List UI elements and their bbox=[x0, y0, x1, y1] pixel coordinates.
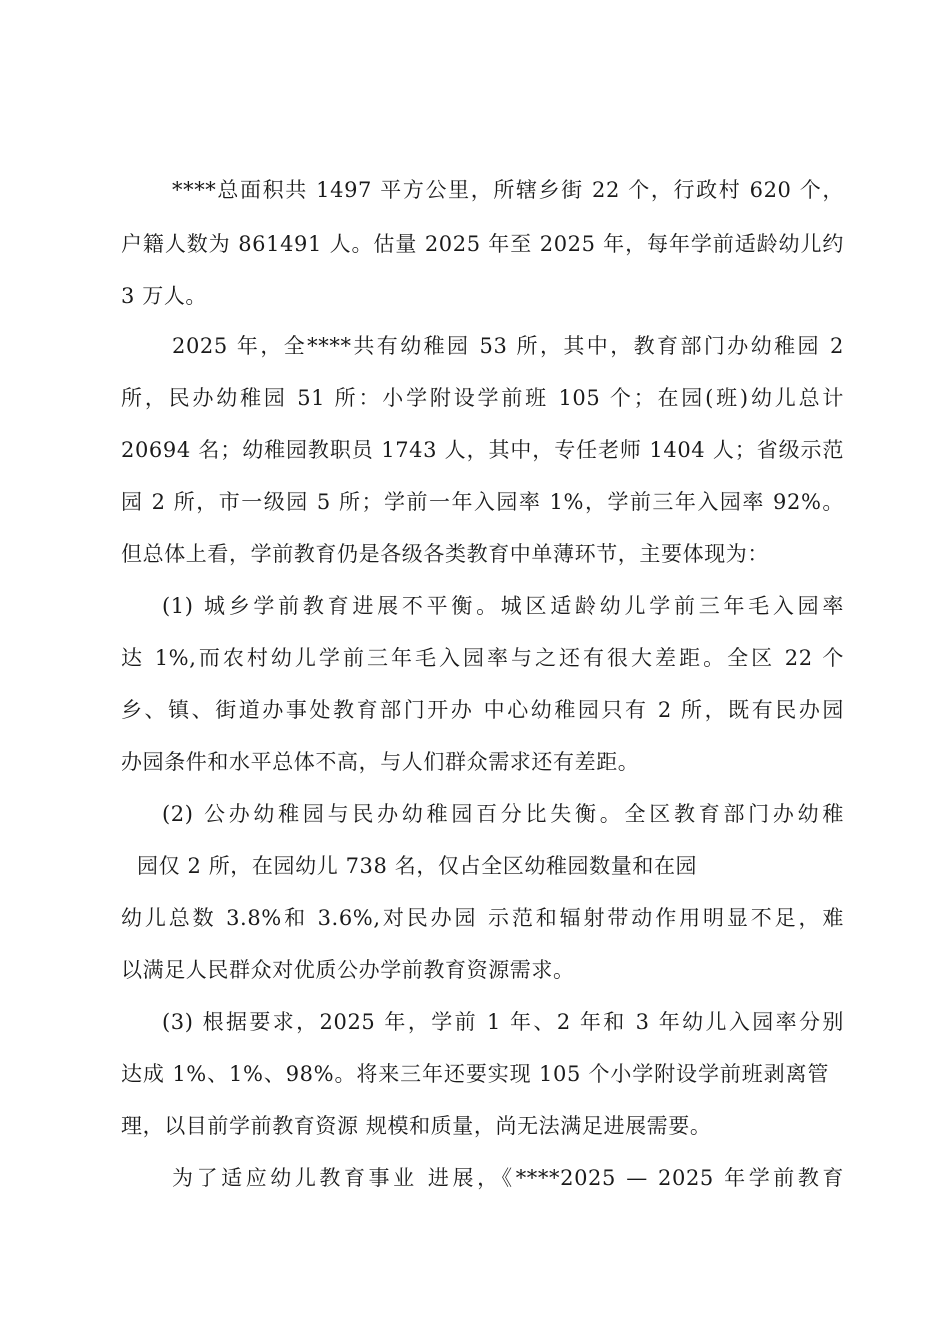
text-line-20: 为了适应幼儿教育事业 进展，《****2025 — 2025 年学前教育 bbox=[172, 1166, 844, 1190]
text-line-14: 园仅 2 所，在园幼儿 738 名，仅占全区幼稚园数量和在园 bbox=[137, 854, 698, 878]
text-line-8: 但总体上看，学前教育仍是各级各类教育中单薄环节，主要体现为： bbox=[121, 542, 769, 566]
text-line-5: 所，民办幼稚园 51 所：小学附设学前班 105 个；在园(班)幼儿总计 bbox=[121, 386, 844, 410]
text-line-6: 20694 名；幼稚园教职员 1743 人，其中，专任老师 1404 人；省级示范 bbox=[121, 438, 844, 462]
text-line-18: 达成 1%、1%、98%。将来三年还要实现 105 个小学附设学前班剥离管 bbox=[121, 1062, 829, 1086]
text-line-15: 幼儿总数 3.8%和 3.6%,对民办园 示范和辐射带动作用明显不足，难 bbox=[121, 906, 844, 930]
text-line-7: 园 2 所，市一级园 5 所；学前一年入园率 1%，学前三年入园率 92%。 bbox=[121, 490, 844, 514]
text-line-10: 达 1%,而农村幼儿学前三年毛入园率与之还有很大差距。全区 22 个 bbox=[121, 646, 844, 670]
text-line-1: ****总面积共 1497 平方公里，所辖乡街 22 个，行政村 620 个， bbox=[172, 178, 844, 202]
text-line-17: (3) 根据要求，2025 年，学前 1 年、2 年和 3 年幼儿入园率分别 bbox=[162, 1010, 844, 1034]
text-line-19: 理，以目前学前教育资源 规模和质量，尚无法满足进展需要。 bbox=[121, 1114, 712, 1138]
text-line-2: 户籍人数为 861491 人。估量 2025 年至 2025 年，每年学前适龄幼儿约 bbox=[121, 232, 844, 256]
text-line-13: (2) 公办幼稚园与民办幼稚园百分比失衡。全区教育部门办幼稚 bbox=[162, 802, 844, 826]
text-line-9: (1) 城乡学前教育进展不平衡。城区适龄幼儿学前三年毛入园率 bbox=[162, 594, 844, 618]
text-line-12: 办园条件和水平总体不高，与人们群众需求还有差距。 bbox=[121, 750, 640, 774]
text-line-4: 2025 年，全****共有幼稚园 53 所，其中，教育部门办幼稚园 2 bbox=[172, 334, 844, 358]
text-line-3: 3 万人。 bbox=[121, 284, 208, 308]
text-line-11: 乡、镇、街道办事处教育部门开办 中心幼稚园只有 2 所，既有民办园 bbox=[121, 698, 844, 722]
text-line-16: 以满足人民群众对优质公办学前教育资源需求。 bbox=[121, 958, 575, 982]
